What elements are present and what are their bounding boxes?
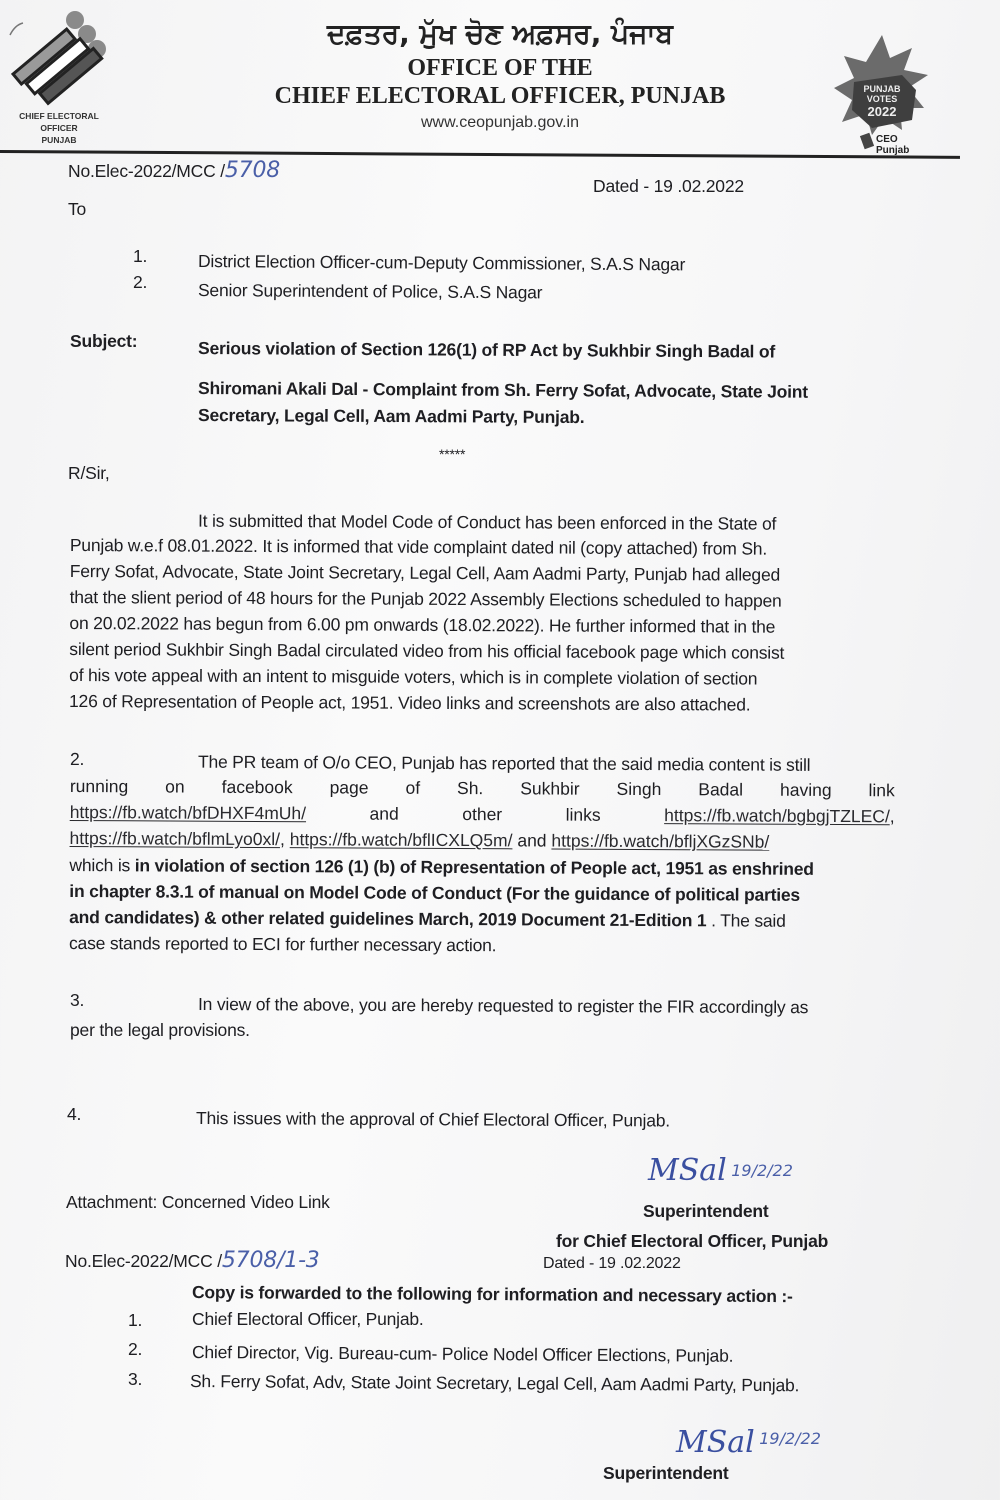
text: . The said [706, 910, 786, 931]
paragraph-line [69, 854, 814, 879]
separator: ***** [439, 446, 466, 462]
word: links [565, 804, 601, 825]
eci-logo [0, 0, 130, 145]
copy-item-number: 3. [128, 1369, 143, 1389]
paragraph-line: It is submitted that Model Code of Conduct has been enforced in the State of [197, 510, 777, 534]
facebook-video-link[interactable]: https://fb.watch/bfljXGzSNb/ [551, 830, 770, 852]
bold-text: and candidates) & other related guidelines March, 2019 Document 21-Edition 1 [69, 906, 707, 931]
signature-scrawl: MSal [676, 1425, 755, 1460]
word: Sukhbir [520, 778, 580, 799]
salutation: R/Sir, [68, 463, 110, 483]
reference-number [68, 160, 280, 182]
subject-label: Subject: [70, 331, 138, 351]
punjab-votes-emblem-icon [832, 30, 932, 160]
facebook-video-link[interactable]: https://fb.watch/bflICXLQ5m/ [289, 829, 513, 851]
copy-item-text: Sh. Ferry Sofat, Adv, State Joint Secretary, Legal Cell, Aam Aadmi Party, Punjab. [189, 1371, 800, 1396]
word: page [329, 777, 369, 798]
signatory-title: Superintendent [603, 1463, 729, 1483]
signatory-title: Superintendent [643, 1201, 769, 1221]
subject-line: Secretary, Legal Cell, Aam Aadmi Party, Punjab. [197, 405, 585, 428]
subject-line: Shiromani Akali Dal - Complaint from Sh. Ferry Sofat, Advocate, State Joint [197, 378, 808, 402]
reference-prefix: No.Elec-2022/MCC / [65, 1251, 222, 1271]
paragraph-line [69, 906, 786, 931]
punctuation: , [889, 806, 895, 827]
signature-date: 19/2/22 [759, 1429, 821, 1448]
signature-scrawl: MSal [648, 1153, 727, 1188]
logo-text-punjab: PUNJAB [863, 84, 901, 94]
signature-dated: Dated - 19 .02.2022 [543, 1255, 681, 1272]
text: which is [69, 854, 135, 876]
word: facebook [221, 776, 293, 798]
website-link[interactable]: www.ceopunjab.gov.in [420, 114, 580, 131]
paragraph-line: Punjab w.e.f 08.01.2022. It is informed that vide complaint dated nil (copy attached) from Sh. [69, 534, 768, 559]
punjab-votes-logo [832, 30, 932, 160]
letterhead-title [230, 18, 770, 134]
to-label: To [68, 199, 87, 219]
signature [676, 1425, 821, 1460]
paragraph-line: In view of the above, you are hereby requested to register the FIR accordingly as [197, 994, 809, 1018]
letter-date: Dated - 19 .02.2022 [593, 176, 744, 196]
reference-handwritten-number: 5708/1-3 [221, 1248, 320, 1273]
word: link [868, 780, 895, 801]
logo-caption [0, 110, 118, 146]
logo-caption-line1: CHIEF ELECTORAL OFFICER [19, 111, 99, 133]
word: on [165, 776, 185, 797]
signature-date: 19/2/22 [731, 1161, 793, 1180]
punjabi-title: ਦਫ਼ਤਰ, ਮੁੱਖ ਚੋਣ ਅਫ਼ਸਰ, ਪੰਜਾਬ [326, 17, 673, 50]
logo-brand-ceo: CEO [876, 134, 898, 145]
logo-text-year: 2022 [867, 104, 897, 119]
paragraph-line: on 20.02.2022 has begun from 6.00 pm onwards (18.02.2022). He further informed that in the [69, 612, 776, 637]
paragraph-line: Ferry Sofat, Advocate, State Joint Secretary, Legal Cell, Aam Aadmi Party, Punjab had alleged [69, 560, 781, 585]
copy-item-number: 1. [128, 1310, 143, 1330]
paragraph-line-justified [69, 801, 895, 827]
copy-item-number: 2. [128, 1339, 143, 1359]
copy-reference-number [65, 1250, 320, 1272]
paragraph-line: of his vote appeal with an intent to misguide voters, which is in complete violation of section [69, 664, 758, 689]
paragraph-line: per the legal provisions. [70, 1020, 250, 1040]
reference-prefix: No.Elec-2022/MCC / [68, 161, 225, 181]
paragraph-line: This issues with the approval of Chief Electoral Officer, Punjab. [195, 1108, 671, 1131]
copy-heading: Copy is forwarded to the following for information and necessary action :- [191, 1282, 793, 1307]
word: and [369, 803, 399, 824]
word: Badal [698, 779, 744, 800]
paragraph-number: 3. [70, 990, 85, 1010]
word: other [462, 804, 503, 825]
word: and [517, 830, 547, 851]
recipient-number: 1. [133, 246, 148, 266]
signature [648, 1153, 793, 1188]
logo-text-votes: VOTES [866, 94, 898, 104]
paragraph-line: in chapter 8.3.1 of manual on Model Code of Conduct (For the guidance of political parties [69, 880, 801, 905]
paragraph-line: that the slient period of 48 hours for the Punjab 2022 Assembly Elections scheduled to happen [69, 586, 782, 611]
paragraph-line: silent period Sukhbir Singh Badal circulated video from his official facebook page which consist [69, 638, 785, 663]
punctuation: , [279, 829, 285, 850]
header-divider [0, 150, 960, 159]
ballot-logo-icon [5, 5, 115, 110]
paragraph-line: 126 of Representation of People act, 1951. Video links and screenshots are also attached. [68, 690, 751, 715]
subject-line: Serious violation of Section 126(1) of RP Act by Sukhbir Singh Badal of [197, 338, 776, 362]
recipient-text: Senior Superintendent of Police, S.A.S Nagar [197, 280, 543, 303]
reference-handwritten-number: 5708 [224, 158, 281, 183]
office-title-line2: CHIEF ELECTORAL OFFICER, PUNJAB [274, 83, 726, 109]
copy-item-text: Chief Director, Vig. Bureau-cum- Police Nodel Officer Elections, Punjab. [191, 1342, 734, 1366]
word: running [69, 775, 129, 797]
paragraph-line-justified [69, 775, 895, 801]
paragraph-number: 4. [67, 1104, 82, 1124]
attachment-note: Attachment: Concerned Video Link [66, 1192, 330, 1212]
word: having [779, 779, 832, 800]
logo-caption-line2: PUNJAB [41, 135, 77, 145]
bold-text: in violation of section 126 (1) (b) of Representation of People act, 1951 as enshrined [134, 855, 814, 879]
word: Singh [616, 778, 662, 800]
paragraph-line: The PR team of O/o CEO, Punjab has reported that the said media content is still [197, 751, 811, 775]
facebook-video-link[interactable]: https://fb.watch/bfDHXF4mUh/ [69, 801, 307, 824]
recipient-number: 2. [133, 272, 148, 292]
paragraph-number: 2. [69, 749, 85, 770]
facebook-video-link[interactable]: https://fb.watch/bgbgjTZLEC/ [664, 805, 890, 827]
recipient-text: District Election Officer-cum-Deputy Commissioner, S.A.S Nagar [197, 251, 686, 275]
copy-item-text: Chief Electoral Officer, Punjab. [192, 1309, 424, 1329]
facebook-video-link[interactable]: https://fb.watch/bflmLyo0xl/ [69, 827, 281, 850]
paragraph-line: case stands reported to ECI for further necessary action. [68, 932, 497, 956]
word: Sh. [457, 778, 484, 799]
signatory-for: for Chief Electoral Officer, Punjab [556, 1231, 829, 1251]
paragraph-line [69, 827, 895, 852]
office-title-line1: OFFICE OF THE [407, 55, 593, 81]
logo-brand-punjab: Punjab [876, 145, 910, 156]
word: of [405, 777, 421, 798]
